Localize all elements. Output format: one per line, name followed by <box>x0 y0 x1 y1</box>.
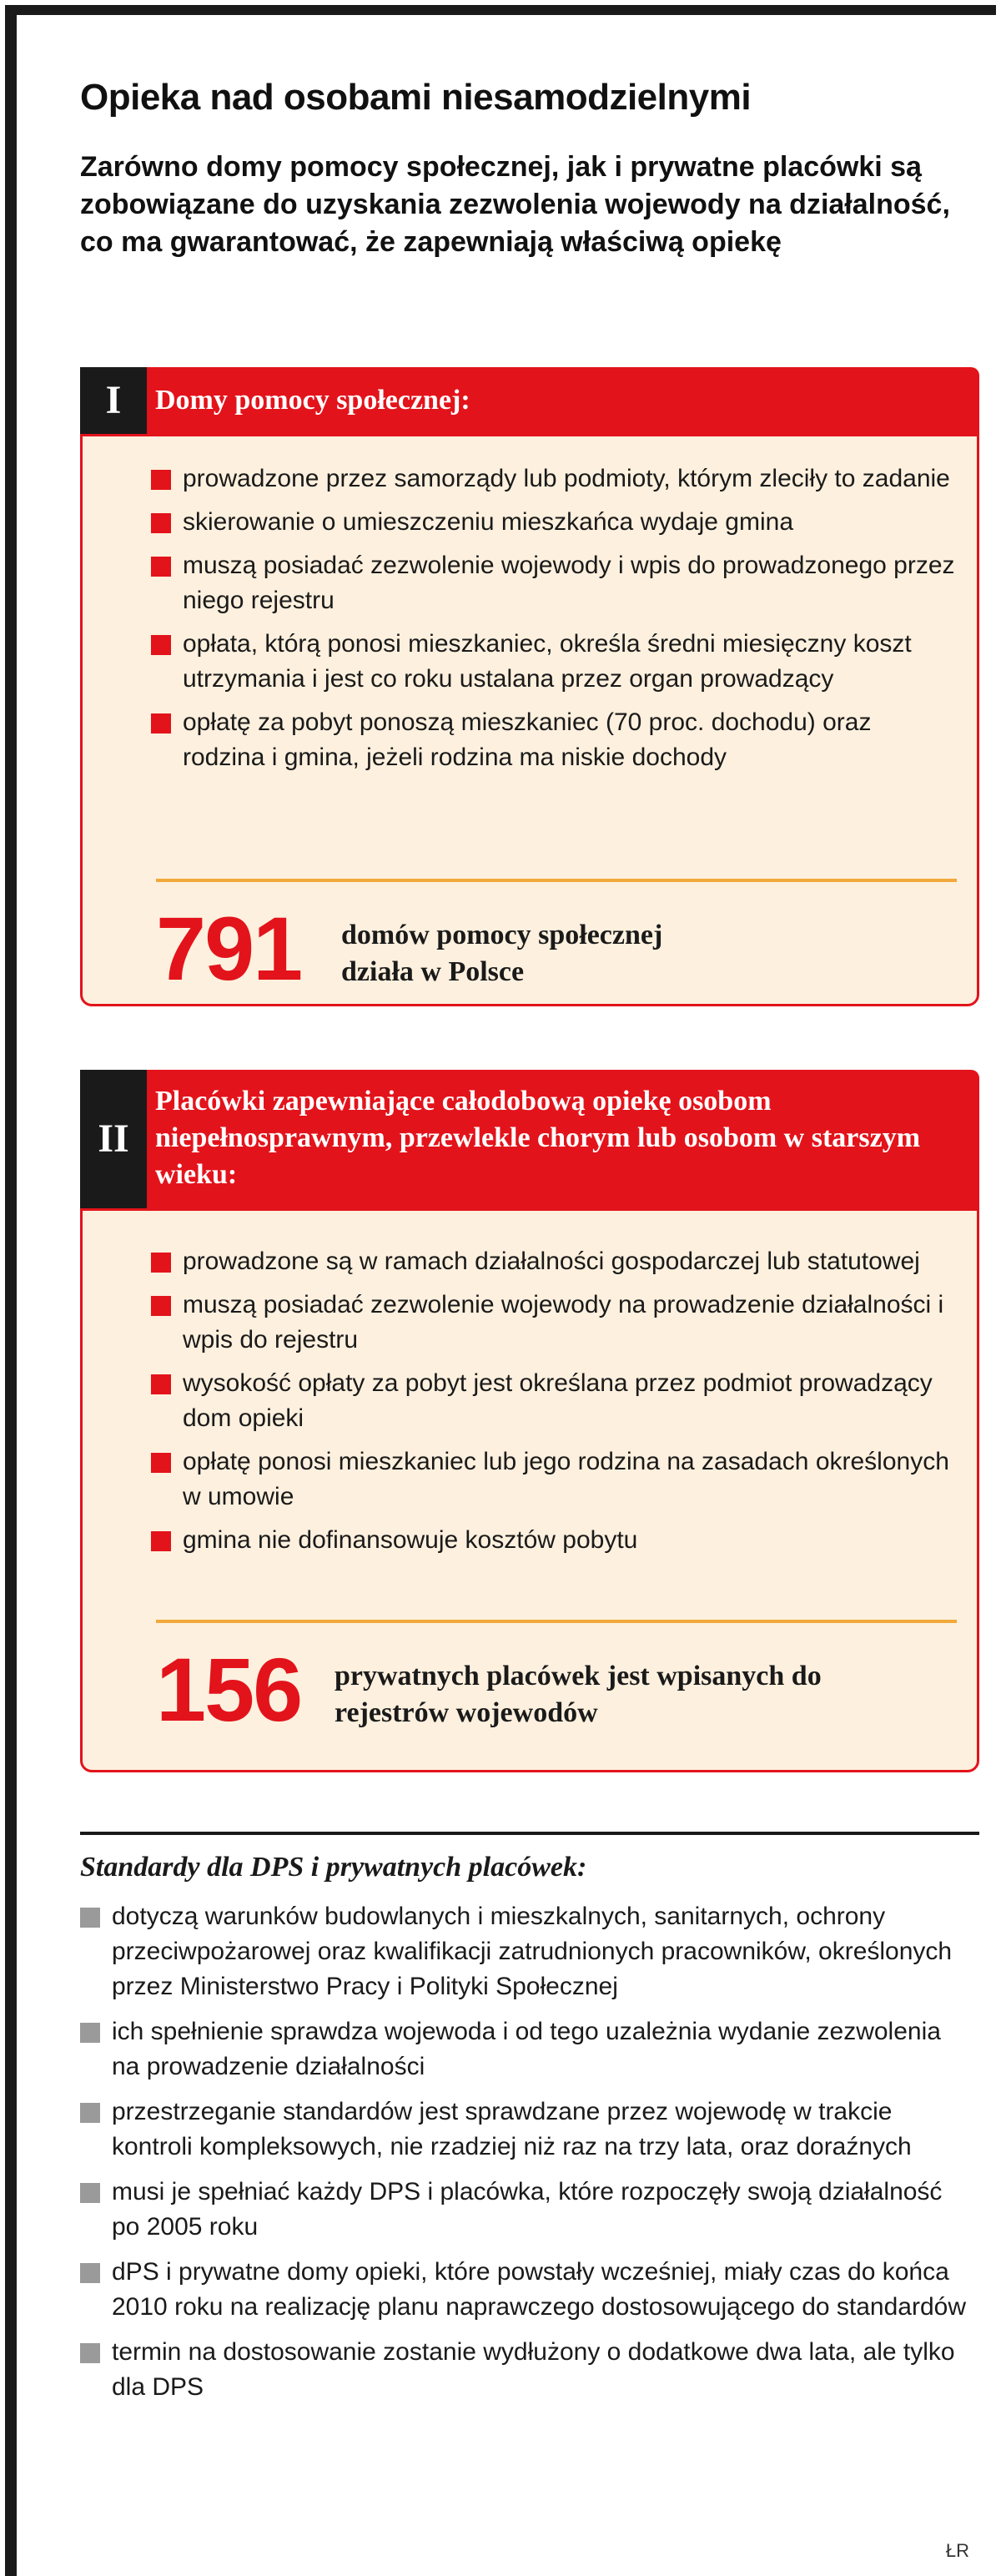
list-item: muszą posiadać zezwolenie wojewody na prowadzenie działalności i wpis do rejestru <box>151 1288 957 1358</box>
list-item: skierowanie o umieszczeniu mieszkańca wydaje gmina <box>151 505 957 540</box>
section-2-stat-number: 156 <box>156 1639 302 1740</box>
bullet-square-icon <box>151 557 171 577</box>
bullet-square-icon <box>80 2343 100 2363</box>
bullet-square-icon <box>151 1453 171 1473</box>
section-1-list <box>151 461 957 784</box>
list-item: termin na dostosowanie zostanie wydłużony o dodatkowe dwa lata, ale tylko dla DPS <box>80 2335 973 2405</box>
list-item: opłatę za pobyt ponoszą mieszkaniec (70 proc. dochodu) oraz rodzina i gmina, jeżeli rodzina ma niskie dochody <box>151 705 957 775</box>
section-1-header <box>80 367 979 434</box>
bullet-square-icon <box>151 1531 171 1551</box>
page-title: Opieka nad osobami niesamodzielnymi <box>80 77 752 118</box>
bullet-square-icon <box>151 1374 171 1394</box>
list-item: opłatę ponosi mieszkaniec lub jego rodzina na zasadach określonych w umowie <box>151 1444 957 1515</box>
bullet-square-icon <box>80 1908 100 1928</box>
section-1-panel <box>80 434 979 1006</box>
list-item: musi je spełniać każdy DPS i placówka, które rozpoczęły swoją działalność po 2005 roku <box>80 2175 973 2245</box>
list-item: wysokość opłaty za pobyt jest określana przez podmiot prowadzący dom opieki <box>151 1366 957 1436</box>
bullet-square-icon <box>80 2103 100 2123</box>
list-item: prowadzone przez samorządy lub podmioty, którym zleciły to zadanie <box>151 461 957 497</box>
standards-list <box>80 1899 973 2415</box>
list-item: muszą posiadać zezwolenie wojewody i wpis do prowadzonego przez niego rejestru <box>151 548 957 618</box>
section-2-stat-text: prywatnych placówek jest wpisanych do rejestrów wojewodów <box>335 1661 822 1728</box>
author-credit: ŁR <box>945 2540 969 2561</box>
section-2-title: Placówki zapewniające całodobową opiekę osobom niepełnosprawnym, przewlekle chorym lub osobom w starszym wieku: <box>155 1086 921 1190</box>
section-1-divider <box>156 879 957 882</box>
frame-top-bar <box>5 5 996 15</box>
frame-left-bar <box>5 5 17 2576</box>
list-item: dotyczą warunków budowlanych i mieszkalnych, sanitarnych, ochrony przeciwpożarowej oraz kwalifikacji zatrudnionych pracowników, określonych przez Ministerstwo Pracy i Polityki Społecznej <box>80 1899 973 2004</box>
section-2-header <box>80 1070 979 1208</box>
list-item: opłata, którą ponosi mieszkaniec, określa średni miesięczny koszt utrzymania i jest co roku ustalana przez organ prowadzący <box>151 627 957 697</box>
standards-divider <box>80 1832 979 1835</box>
bullet-square-icon <box>151 470 171 490</box>
bullet-square-icon <box>151 713 171 733</box>
bullet-square-icon <box>80 2023 100 2043</box>
bullet-square-icon <box>151 1296 171 1316</box>
list-item: prowadzone są w ramach działalności gospodarczej lub statutowej <box>151 1244 957 1279</box>
section-1-stat-text: domów pomocy społecznej działa w Polsce <box>341 920 663 987</box>
bullet-square-icon <box>151 635 171 655</box>
list-item: gmina nie dofinansowuje kosztów pobytu <box>151 1523 957 1558</box>
section-2-list <box>151 1244 957 1566</box>
bullet-square-icon <box>80 2263 100 2283</box>
list-item: ich spełnienie sprawdza wojewoda i od tego uzależnia wydanie zezwolenia na prowadzenie działalności <box>80 2014 973 2084</box>
lead-paragraph: Zarówno domy pomocy społecznej, jak i prywatne placówki są zobowiązane do uzyskania zezwolenia wojewody na działalność, co ma gwarantować, że zapewniają właściwą opiekę <box>80 151 950 258</box>
section-1-stat-number: 791 <box>156 898 302 999</box>
section-2-numeral: II <box>80 1070 147 1208</box>
standards-title: Standardy dla DPS i prywatnych placówek: <box>80 1852 587 1883</box>
bullet-square-icon <box>151 1253 171 1273</box>
list-item: dPS i prywatne domy opieki, które powstały wcześniej, miały czas do końca 2010 roku na realizację planu naprawczego dostosowującego do standardów <box>80 2255 973 2325</box>
bullet-square-icon <box>151 513 171 533</box>
section-1-title: Domy pomocy społecznej: <box>155 385 470 416</box>
list-item: przestrzeganie standardów jest sprawdzane przez wojewodę w trakcie kontroli kompleksowych, nie rzadziej niż raz na trzy lata, oraz doraźnych <box>80 2095 973 2165</box>
section-2-panel <box>80 1208 979 1772</box>
bullet-square-icon <box>80 2183 100 2203</box>
section-2-divider <box>156 1620 957 1623</box>
section-1-numeral: I <box>80 367 147 434</box>
